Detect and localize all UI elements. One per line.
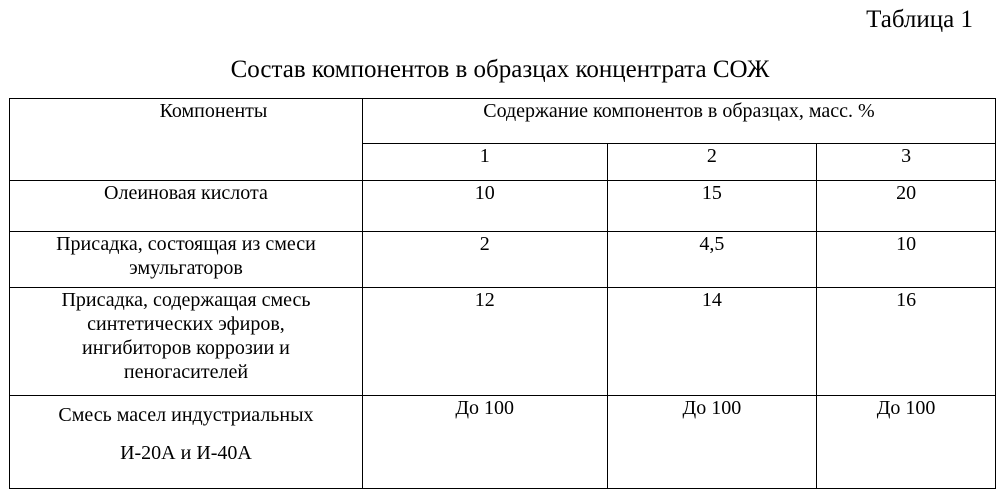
component-name-line: И-20А и И-40А [120, 442, 252, 464]
composition-table [9, 98, 996, 489]
component-name [10, 396, 363, 489]
table-row [10, 181, 996, 232]
value-sample-1: До 100 [362, 396, 607, 489]
component-name-line: Смесь масел индустриальных [58, 404, 314, 426]
sample-3-header: 3 [817, 144, 996, 181]
table-row [10, 232, 996, 288]
value-sample-1: 10 [362, 181, 607, 232]
component-name-line: пеногасителей [123, 361, 249, 383]
component-name-line: ингибиторов коррозии и [82, 337, 290, 359]
component-name-line: эмульгаторов [129, 257, 243, 279]
table-number: Таблица 1 [866, 6, 973, 33]
component-name [10, 288, 363, 396]
component-name [10, 232, 363, 288]
component-name-line: Олеиновая кислота [104, 182, 268, 204]
value-sample-3: 10 [817, 232, 996, 288]
value-sample-3: 20 [817, 181, 996, 232]
value-sample-2: До 100 [607, 396, 817, 489]
content-header: Содержание компонентов в образцах, масс. % [362, 99, 995, 144]
value-sample-2: 4,5 [607, 232, 817, 288]
header-row [10, 99, 996, 144]
table-row [10, 288, 996, 396]
value-sample-2: 14 [607, 288, 817, 396]
sample-2-header: 2 [607, 144, 817, 181]
components-header: Компоненты [159, 100, 268, 122]
value-sample-3: До 100 [817, 396, 996, 489]
value-sample-3: 16 [817, 288, 996, 396]
table-row [10, 396, 996, 489]
components-header-cell [10, 99, 363, 181]
component-name [10, 181, 363, 232]
component-name-line: Присадка, состоящая из смеси [56, 233, 316, 255]
value-sample-2: 15 [607, 181, 817, 232]
value-sample-1: 2 [362, 232, 607, 288]
value-sample-1: 12 [362, 288, 607, 396]
table-caption: Состав компонентов в образцах концентрата СОЖ [230, 56, 770, 83]
component-name-line: Присадка, содержащая смесь [61, 289, 311, 311]
component-name-line: синтетических эфиров, [87, 313, 285, 335]
sample-1-header: 1 [362, 144, 607, 181]
